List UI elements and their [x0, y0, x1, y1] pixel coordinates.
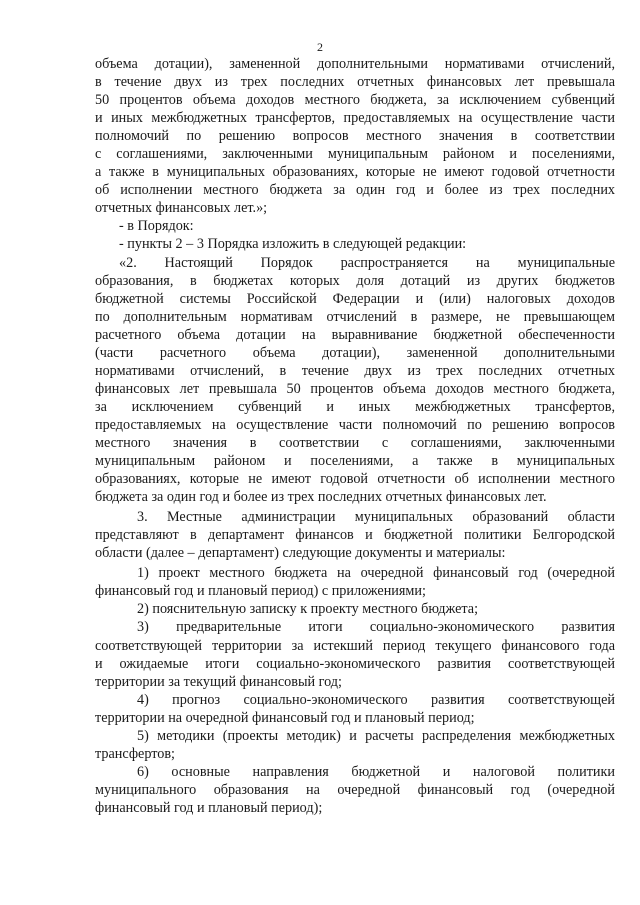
- text-line: образованиях, которые не имеют годовой отчетности об исполнении местного: [95, 471, 615, 488]
- text-line: объема дотации), замененной дополнительными нормативами отчислений,: [95, 56, 615, 72]
- text-line: 3. Местные администрации муниципальных образований области: [137, 509, 615, 526]
- text-line: территории за текущий финансовый год;: [95, 673, 342, 690]
- text-line: нормативами отчислений, в течение двух из трех последних отчетных: [95, 362, 615, 379]
- text-line: соответствующей территории за истекший период текущего финансового года: [95, 637, 615, 654]
- text-line: муниципальным районом и поселениями, а также в муниципальных: [95, 453, 615, 470]
- text-line: 4) прогноз социально-экономического развития соответствующей: [137, 691, 615, 708]
- text-line: (части расчетного объема дотации), замененной дополнительными: [95, 344, 615, 361]
- text-line: бюджета за один год и более из трех последних отчетных финансовых лет.: [95, 489, 547, 506]
- text-line: области (далее – департамент) следующие документы и материалы:: [95, 545, 506, 562]
- text-line: трансфертов;: [95, 745, 175, 762]
- text-line: 1) проект местного бюджета на очередной финансовый год (очередной: [137, 565, 615, 582]
- text-line: полномочий по решению вопросов местного значения в соответствии: [95, 128, 615, 145]
- text-line: по дополнительным нормативам отчислений в размере, не превышающем: [95, 308, 615, 325]
- text-line: об исполнении местного бюджета за один год и более из трех последних: [95, 182, 615, 199]
- text-line: территории на очередной финансовый год и плановый период;: [95, 709, 475, 726]
- text-line: расчетного объема дотации на выравнивание бюджетной обеспеченности: [95, 326, 615, 343]
- text-line: муниципального образования на очередной финансовый год (очередной: [95, 781, 615, 798]
- text-line: и ожидаемые итоги социально-экономического развития соответствующей: [95, 655, 615, 672]
- text-line: местного значения в соответствии с соглашениями, заключенными: [95, 434, 615, 451]
- text-line: бюджетной системы Российской Федерации и (или) налоговых доходов: [95, 290, 615, 307]
- text-line: представляют в департамент финансов и бюджетной политики Белгородской: [95, 527, 615, 544]
- text-line: с соглашениями, заключенными муниципальным районом и поселениями,: [95, 146, 615, 163]
- text-line: 3) предварительные итоги социально-экономического развития: [137, 619, 615, 636]
- text-line: - в Порядок:: [119, 218, 194, 235]
- text-line: и иных межбюджетных трансфертов, предоставляемых на осуществление части: [95, 110, 615, 127]
- text-line: финансовый год и плановый период) с приложениями;: [95, 583, 426, 600]
- text-line: «2. Настоящий Порядок распространяется на муниципальные: [119, 254, 615, 271]
- text-line: - пункты 2 – 3 Порядка изложить в следующей редакции:: [119, 236, 467, 253]
- document-body: [95, 55, 615, 817]
- text-line: 5) методики (проекты методик) и расчеты распределения межбюджетных: [137, 727, 615, 744]
- text-line: образования, в бюджетах которых доля дотаций из других бюджетов: [95, 272, 615, 289]
- text-line: 2) пояснительную записку к проекту местного бюджета;: [137, 601, 479, 618]
- text-line: предоставляемых на осуществление части полномочий по решению вопросов: [95, 416, 615, 433]
- text-line: в течение двух из трех последних отчетных финансовых лет превышала: [95, 74, 615, 91]
- text-line: финансовых лет превышала 50 процентов объема доходов местного бюджета,: [95, 380, 615, 397]
- text-line: за исключением субвенций и иных межбюджетных трансфертов,: [95, 398, 615, 415]
- text-line: а также в муниципальных образованиях, которые не имеют годовой отчетности: [95, 164, 615, 181]
- text-line: 50 процентов объема доходов местного бюджета, за исключением субвенций: [95, 92, 615, 109]
- page-number: 2: [317, 40, 323, 54]
- text-line: финансовый год и плановый период);: [95, 799, 323, 816]
- text-line: отчетных финансовых лет.»;: [95, 200, 268, 217]
- text-line: 6) основные направления бюджетной и налоговой политики: [137, 763, 615, 780]
